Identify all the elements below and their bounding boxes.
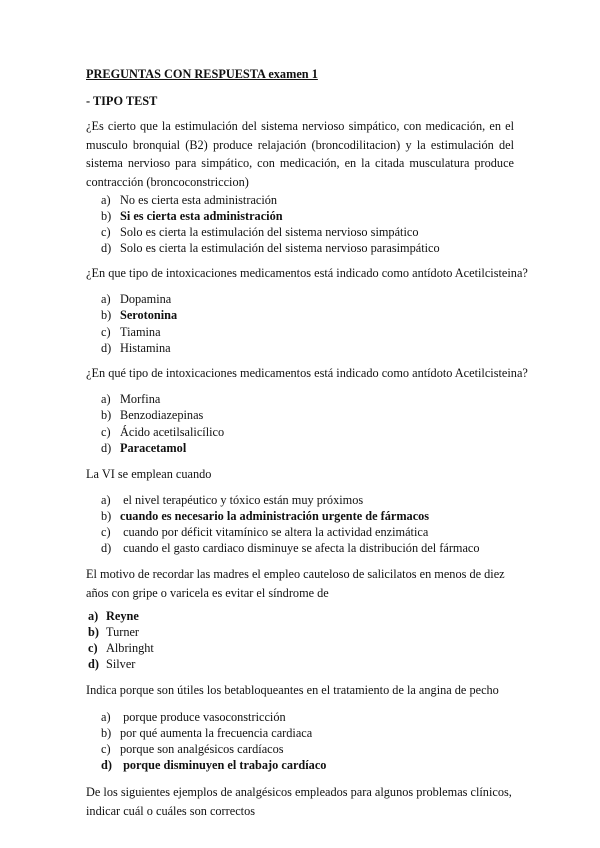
question-3-option-d-correct xyxy=(101,441,186,456)
option-label: c) xyxy=(101,525,111,539)
option-text: Albringht xyxy=(106,641,154,655)
option-label: b) xyxy=(101,509,112,523)
option-text: porque disminuyen el trabajo cardíaco xyxy=(120,758,327,772)
option-label: d) xyxy=(101,241,112,255)
option-label: a) xyxy=(101,493,111,507)
question-6-option-a xyxy=(101,710,286,725)
option-label: c) xyxy=(101,742,111,756)
option-text: el nivel terapéutico y tóxico están muy próximos xyxy=(120,493,364,507)
option-text: por qué aumenta la frecuencia cardiaca xyxy=(120,726,313,740)
question-2-option-b-correct xyxy=(101,308,177,323)
question-5-option-b xyxy=(88,625,139,640)
option-text: cuando el gasto cardiaco disminuye se afecta la distribución del fármaco xyxy=(120,541,480,555)
option-text: porque son analgésicos cardíacos xyxy=(120,742,284,756)
question-1-option-b-correct xyxy=(101,209,283,224)
option-label: b) xyxy=(101,209,112,223)
question-1-option-d xyxy=(101,241,440,256)
option-label: a) xyxy=(101,710,111,724)
document-title: PREGUNTAS CON RESPUESTA examen 1 xyxy=(86,67,318,81)
option-label: d) xyxy=(101,441,112,455)
option-text: Tiamina xyxy=(120,325,161,339)
option-label: a) xyxy=(101,392,111,406)
question-5-option-a-correct xyxy=(88,609,139,624)
option-text: cuando por déficit vitamínico se altera la actividad enzimática xyxy=(120,525,429,539)
question-2-option-a xyxy=(101,292,171,307)
question-6-option-c xyxy=(101,742,284,757)
section-heading: - TIPO TEST xyxy=(86,94,158,108)
option-label: b) xyxy=(88,625,99,639)
question-4-text: La VI se emplean cuando xyxy=(86,467,212,481)
question-2-option-c xyxy=(101,325,161,340)
option-text: Ácido acetilsalicílico xyxy=(120,425,225,439)
option-label: b) xyxy=(101,408,112,422)
option-text: Histamina xyxy=(120,341,171,355)
question-1-option-c xyxy=(101,225,418,240)
option-text: Benzodiazepinas xyxy=(120,408,204,422)
option-label: a) xyxy=(101,193,111,207)
option-text: porque produce vasoconstricción xyxy=(120,710,286,724)
option-text: Si es cierta esta administración xyxy=(120,209,283,223)
question-3-option-b xyxy=(101,408,203,423)
option-text: Turner xyxy=(106,625,140,639)
question-6-option-b xyxy=(101,726,312,741)
question-3-option-a xyxy=(101,392,160,407)
option-text: Solo es cierta la estimulación del sistema nervioso simpático xyxy=(120,225,419,239)
option-label: c) xyxy=(88,641,98,655)
option-label: d) xyxy=(101,341,112,355)
option-text: Reyne xyxy=(106,609,139,623)
question-4-option-d xyxy=(101,541,480,556)
question-4-option-b-correct xyxy=(101,509,429,524)
option-text: No es cierta esta administración xyxy=(120,193,278,207)
option-label: d) xyxy=(101,541,112,555)
option-label: b) xyxy=(101,726,112,740)
option-text: Silver xyxy=(106,657,136,671)
option-text: Dopamina xyxy=(120,292,172,306)
question-1-text: ¿Es cierto que la estimulación del sistema nervioso simpático, con medicación, en el musculo bronquial (B2) produce relajación (broncodilitacion) y la estimulación del sistema nervioso para simpático, con medicación, en la citada musculatura produce contracción (broncoconstriccion) xyxy=(86,119,514,189)
option-label: c) xyxy=(101,225,111,239)
question-2-text: ¿En que tipo de intoxicaciones medicamentos está indicado como antídoto Acetilcisteina? xyxy=(86,266,528,280)
question-6-option-d-correct xyxy=(101,758,326,773)
option-label: d) xyxy=(88,657,99,671)
question-7-text: De los siguientes ejemplos de analgésicos empleados para algunos problemas clínicos, indicar cuál o cuáles son correctos xyxy=(86,785,512,818)
question-3-text: ¿En qué tipo de intoxicaciones medicamentos está indicado como antídoto Acetilcisteina? xyxy=(86,366,528,380)
option-label: c) xyxy=(101,325,111,339)
question-4-option-c xyxy=(101,525,428,540)
option-text: Morfina xyxy=(120,392,161,406)
question-1-option-a xyxy=(101,193,277,208)
option-text: Serotonina xyxy=(120,308,178,322)
option-label: d) xyxy=(101,758,112,772)
option-label: c) xyxy=(101,425,111,439)
question-6-text: Indica porque son útiles los betabloqueantes en el tratamiento de la angina de pecho xyxy=(86,683,499,697)
option-label: b) xyxy=(101,308,112,322)
option-label: a) xyxy=(101,292,111,306)
question-3-option-c xyxy=(101,425,224,440)
option-text: cuando es necesario la administración urgente de fármacos xyxy=(120,509,430,523)
question-5-option-d xyxy=(88,657,135,672)
question-4-option-a xyxy=(101,493,363,508)
question-5-text: El motivo de recordar las madres el empleo cauteloso de salicilatos en menos de diez años con gripe o varicela es evitar el síndrome de xyxy=(86,567,505,600)
option-label: a) xyxy=(88,609,99,623)
option-text: Paracetamol xyxy=(120,441,187,455)
question-2-option-d xyxy=(101,341,171,356)
question-5-option-c xyxy=(88,641,154,656)
option-text: Solo es cierta la estimulación del sistema nervioso parasimpático xyxy=(120,241,440,255)
